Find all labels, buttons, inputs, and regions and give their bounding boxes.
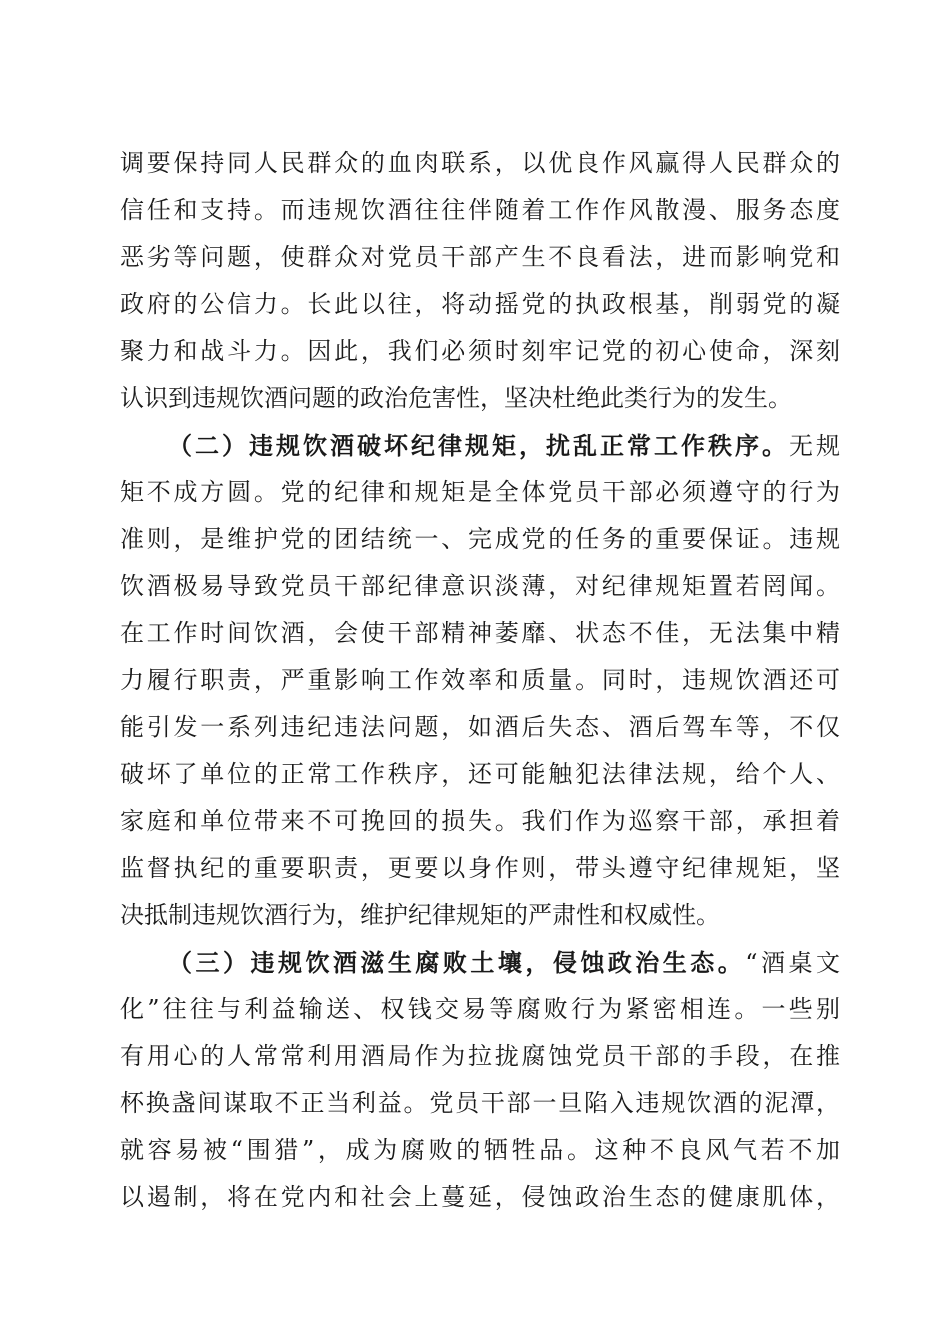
text-line: 力履行职责，严重影响工作效率和质量。同时，违规饮酒还可 — [120, 666, 840, 694]
text-line: 矩不成方圆。党的纪律和规矩是全体党员干部必须遵守的行为 — [120, 478, 840, 506]
text-line: 在工作时间饮酒，会使干部精神萎靡、状态不佳，无法集中精 — [120, 619, 840, 647]
text-line: 监督执纪的重要职责，更要以身作则，带头遵守纪律规矩，坚 — [120, 854, 840, 882]
text-line: 化”往往与利益输送、权钱交易等腐败行为紧密相连。一些别 — [120, 995, 840, 1023]
section-2 — [120, 422, 840, 939]
text-line: 恶劣等问题，使群众对党员干部产生不良看法，进而影响党和 — [120, 243, 840, 271]
paragraph-1 — [120, 140, 840, 422]
text-line: 家庭和单位带来不可挽回的损失。我们作为巡察干部，承担着 — [120, 807, 840, 835]
text-line: 调要保持同人民群众的血肉联系，以优良作风赢得人民群众的 — [120, 149, 840, 177]
text-line: 政府的公信力。长此以往，将动摇党的执政根基，削弱党的凝 — [120, 290, 840, 318]
section-3-first-line — [120, 939, 840, 986]
section-2-heading: （二）违规饮酒破坏纪律规矩，扰乱正常工作秩序。 — [168, 431, 789, 460]
text-line: 以遏制，将在党内和社会上蔓延，侵蚀政治生态的健康肌体， — [120, 1183, 840, 1211]
text-line: 有用心的人常常利用酒局作为拉拢腐蚀党员干部的手段，在推 — [120, 1042, 840, 1070]
text-line: 饮酒极易导致党员干部纪律意识淡薄，对纪律规矩置若罔闻。 — [120, 572, 840, 600]
text-line: 杯换盏间谋取不正当利益。党员干部一旦陷入违规饮酒的泥潭， — [120, 1089, 840, 1117]
text-line: 就容易被“围猎”，成为腐败的牺牲品。这种不良风气若不加 — [120, 1136, 840, 1164]
text-line: 决抵制违规饮酒行为，维护纪律规矩的严肃性和权威性。 — [120, 901, 720, 929]
text-line: 准则，是维护党的团结统一、完成党的任务的重要保证。违规 — [120, 525, 840, 553]
text-line: 聚力和战斗力。因此，我们必须时刻牢记党的初心使命，深刻 — [120, 337, 840, 365]
section-3-heading-tail: “酒桌文 — [745, 949, 840, 977]
text-line: 破坏了单位的正常工作秩序，还可能触犯法律法规，给个人、 — [120, 760, 840, 788]
section-3-heading: （三）违规饮酒滋生腐败土壤，侵蚀政治生态。 — [168, 948, 746, 977]
text-line: 信任和支持。而违规饮酒往往伴随着工作作风散漫、服务态度 — [120, 196, 840, 224]
section-3 — [120, 939, 840, 1221]
document-body — [120, 140, 840, 1221]
section-2-heading-tail: 无规 — [789, 432, 840, 460]
text-line: 能引发一系列违纪违法问题，如酒后失态、酒后驾车等，不仅 — [120, 713, 840, 741]
text-line: 认识到违规饮酒问题的政治危害性，坚决杜绝此类行为的发生。 — [120, 384, 792, 412]
section-2-first-line — [120, 422, 840, 469]
